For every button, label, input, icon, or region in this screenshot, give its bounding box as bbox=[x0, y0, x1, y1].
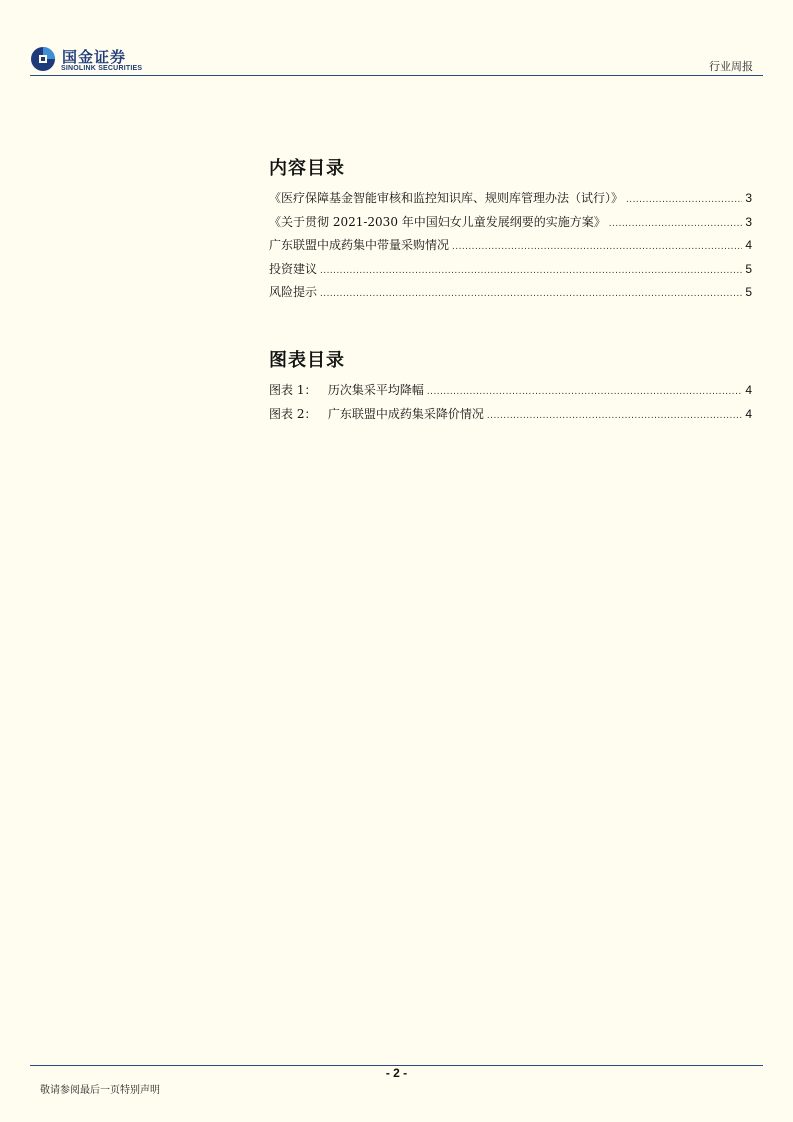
dot-leader bbox=[626, 194, 742, 205]
figure-entry[interactable] bbox=[269, 381, 752, 405]
figure-entry[interactable] bbox=[269, 405, 752, 429]
toc-entry-page: 5 bbox=[745, 261, 752, 276]
contents-list bbox=[269, 189, 752, 307]
dot-leader bbox=[320, 265, 742, 276]
dot-leader bbox=[487, 410, 742, 421]
contents-section bbox=[269, 154, 752, 307]
toc-entry[interactable] bbox=[269, 213, 752, 237]
company-logo bbox=[30, 44, 150, 76]
toc-entry[interactable] bbox=[269, 189, 752, 213]
toc-entry-page: 5 bbox=[745, 285, 752, 299]
contents-title: 内容目录 bbox=[269, 158, 345, 179]
page-number: - 2 - bbox=[385, 1066, 408, 1080]
toc-entry-text: 广东联盟中成药集中带量采购情况 bbox=[269, 238, 450, 252]
disclaimer-note: 敬请参阅最后一页特别声明 bbox=[40, 1085, 160, 1096]
figure-entry-text: 图表 1： 历次集采平均降幅 bbox=[269, 383, 424, 397]
figure-entry-page: 4 bbox=[745, 383, 752, 397]
figure-entry-text: 图表 2： 广东联盟中成药集采降价情况 bbox=[269, 406, 484, 421]
toc-entry-page: 4 bbox=[745, 238, 752, 252]
toc-entry[interactable] bbox=[269, 260, 752, 284]
toc-entry[interactable] bbox=[269, 283, 752, 307]
toc-entry[interactable] bbox=[269, 236, 752, 260]
header-divider bbox=[30, 75, 763, 76]
dot-leader bbox=[609, 218, 743, 229]
page-header bbox=[30, 40, 763, 76]
toc-entry-text: 风险提示 bbox=[269, 285, 318, 299]
toc-entry-page: 3 bbox=[745, 191, 752, 205]
dot-leader bbox=[320, 288, 742, 299]
figures-title: 图表目录 bbox=[269, 350, 345, 371]
dot-leader bbox=[427, 386, 742, 397]
toc-entry-text: 投资建议 bbox=[269, 261, 318, 276]
report-type: 行业周报 bbox=[709, 60, 753, 73]
figures-list bbox=[269, 381, 752, 428]
figures-section bbox=[269, 346, 752, 428]
toc-entry-text: 《医疗保障基金智能审核和监控知识库、规则库管理办法（试行）》 bbox=[269, 191, 624, 205]
logo-mark-icon bbox=[30, 46, 56, 72]
toc-entry-text: 《关于贯彻 2021-2030 年中国妇女儿童发展纲要的实施方案》 bbox=[269, 214, 606, 229]
company-name-cn: 国金证券 bbox=[62, 48, 127, 66]
company-name-en: SINOLINK SECURITIES bbox=[61, 65, 143, 72]
dot-leader bbox=[452, 241, 742, 252]
figure-entry-page: 4 bbox=[745, 406, 752, 421]
toc-entry-page: 3 bbox=[745, 214, 752, 229]
